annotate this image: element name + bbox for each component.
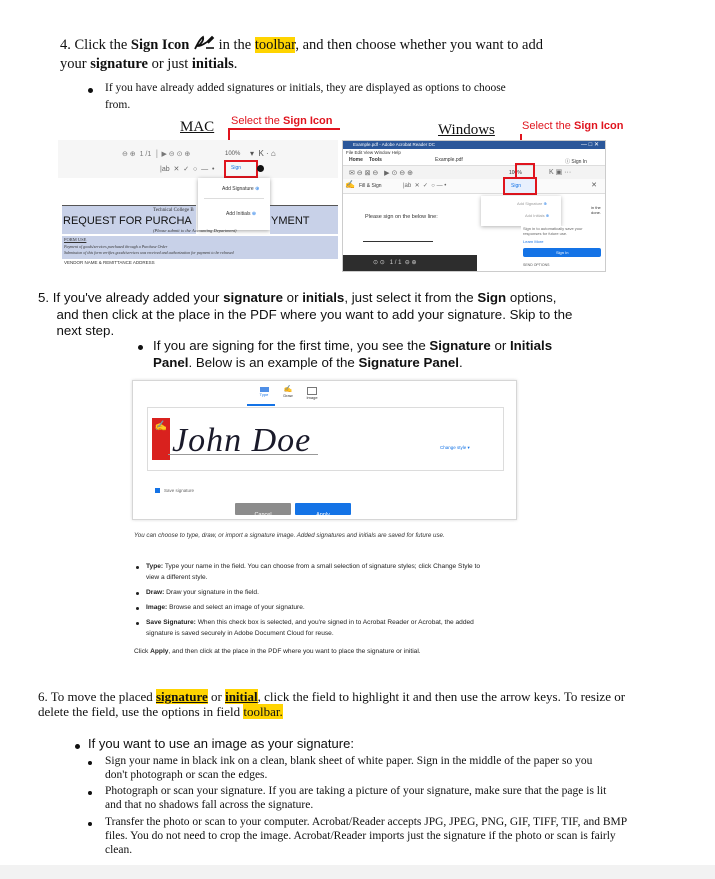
bullet-dot (136, 592, 139, 595)
windows-sign-button[interactable]: Sign (511, 183, 522, 189)
windows-sign-button-highlight[interactable] (503, 177, 537, 195)
draw-pen-icon: ✍ (283, 386, 293, 393)
windows-toolbar-icons[interactable]: ✉ ⊖ ⊠ ⊖ ▶ ⊙ ⊖ ⊕ (349, 170, 413, 177)
image-signature-intro: If you want to use an image as your signature: (88, 736, 354, 751)
step-4-text: 4. Click the Sign Icon in the toolbar, and then choose whether you want to add your signature or just initials. (60, 34, 680, 74)
windows-titlebar (343, 141, 605, 149)
mac-submit-note: (Please submit to the Accounting Department) (153, 228, 237, 233)
panel-item-save-signature: Save Signature: When this check box is selected, and you're signed in to Acrobat Reader or Acrobat, the added signature is saved securely in Adobe Document Cloud for reuse. (146, 619, 474, 637)
mac-label: MAC (180, 119, 215, 135)
step-5-bullet: If you are signing for the first time, you see the Signature or Initials Panel. Below is an example of the Signature Panel. (153, 338, 553, 370)
mac-color-dot[interactable] (257, 165, 264, 172)
close-icon[interactable]: ✕ (591, 182, 597, 189)
windows-sidepanel (521, 226, 605, 271)
windows-menubar[interactable]: File Edit View Window Help (346, 150, 401, 155)
fill-sign-label: Fill & Sign (359, 183, 382, 189)
mac-request-title: REQUEST FOR PURCHA (63, 215, 192, 227)
mac-toolbar-icons: ⊖ ⊕ 1 /1 │ ▶ ⊝ ⊙ ⊕ (122, 151, 191, 158)
tab-image[interactable]: Image (303, 387, 321, 400)
panel-item-type: Type: Type your name in the field. You can choose from a small selection of signature styles; click Change Style to view a different style. (146, 563, 481, 581)
plus-circle-icon: ⊕ (545, 213, 550, 218)
send-options[interactable]: SEND OPTIONS (523, 263, 550, 267)
bullet-dot (88, 88, 93, 93)
cancel-button[interactable]: Cancel (235, 503, 291, 515)
windows-page-nav (343, 255, 477, 271)
sign-pen-icon (193, 34, 215, 52)
bullet-dot (88, 761, 92, 765)
bullet-dot (136, 607, 139, 610)
plus-circle-icon: ⊕ (251, 211, 257, 217)
side-sign-in-button[interactable] (523, 248, 601, 257)
signature-text: John Doe (172, 422, 312, 459)
bullet-dot (88, 791, 92, 795)
mac-request-title: YMENT (271, 215, 310, 227)
mac-college: Technical College B (153, 208, 194, 213)
save-signature-checkbox[interactable] (155, 488, 160, 493)
step-4-bullet: If you have already added signatures or initials, they are displayed as options to choose from. (105, 82, 506, 111)
windows-label: Windows (438, 122, 495, 138)
windows-toolbar (343, 165, 605, 180)
mac-form-line: Payment of goods/services purchased through a Purchase Order (64, 244, 168, 249)
menu-divider (204, 198, 264, 199)
toolbar-highlight: toolbar (254, 37, 296, 53)
mac-sign-button-highlight[interactable] (224, 160, 258, 178)
tab-draw[interactable]: ✍ Draw (279, 385, 297, 398)
signature-field[interactable] (147, 407, 504, 471)
toolbar-highlight: toolbar. (243, 704, 283, 719)
mac-sign-menu (198, 178, 270, 230)
fill-tools-icons[interactable]: |ab ✕ ✓ ○ — • (403, 183, 447, 189)
window-controls-icon[interactable]: — □ ✕ (581, 142, 599, 148)
step-6-text: 6. To move the placed signature or initial, click the field to highlight it and then use the arrow keys. To resize or delete the field, use the options in field toolbar. (38, 689, 626, 719)
plus-circle-icon: ⊕ (255, 186, 260, 192)
click-apply-text: Click Apply, and then click at the place in the PDF where you want to place the signature or initial. (134, 648, 421, 655)
bullet-dot (136, 622, 139, 625)
plus-circle-icon: ⊕ (543, 201, 547, 206)
windows-title: Example.pdf - Adobe Acrobat Reader DC (353, 142, 436, 147)
image-step-2: Photograph or scan your signature. If you are taking a picture of your signature, make sure that the page is lit and that no shadows fall across the signature. (105, 785, 607, 811)
side-sign-in-label: Sign In (556, 250, 569, 255)
panel-item-draw: Draw: Draw your signature in the field. (146, 589, 259, 596)
mac-sign-button[interactable]: Sign (231, 165, 242, 171)
mac-form-use: FORM USE (64, 237, 87, 242)
mac-form-line: Submission of this form verifies goods/services was received and authorization for payment to be released (64, 250, 234, 255)
bullet-dot (75, 744, 80, 749)
change-style-link[interactable]: Change style ▾ (440, 445, 470, 450)
learn-more-link[interactable]: Learn More (523, 239, 544, 244)
tab-document[interactable]: Example.pdf (435, 157, 463, 163)
signature-line (363, 241, 433, 242)
mac-add-signature[interactable]: Add Signature ⊕ (222, 186, 260, 192)
bullet-dot (136, 566, 139, 569)
page-bottom-edge (0, 865, 715, 879)
sign-in-link[interactable]: ⓘ Sign In (565, 159, 587, 165)
windows-add-initials[interactable]: Add Initials ⊕ (525, 213, 550, 218)
image-icon (307, 387, 317, 395)
panel-caption: You can choose to type, draw, or import a signature image. Added signatures and initials are saved for future use. (134, 532, 445, 539)
tab-type[interactable]: Type (255, 387, 273, 397)
panel-item-image: Image: Browse and select an image of your signature. (146, 604, 305, 611)
page-nav-icons[interactable]: ⊙ ⊙ 1 / 1 ⊖ ⊕ (373, 260, 417, 266)
mac-callout-line (228, 128, 340, 130)
tab-tools[interactable]: Tools (369, 157, 382, 163)
windows-callout: Select the Sign Icon (522, 120, 624, 132)
mac-fill-tools: |ab ✕ ✓ ○ — • (160, 166, 215, 173)
mac-vendor: VENDOR NAME & REMITTANCE ADDRESS (64, 260, 155, 265)
windows-more-icon[interactable]: K ▣ ··· (549, 169, 572, 176)
windows-sign-menu (481, 196, 561, 226)
step-5-text: 5. If you've already added your signature or initials, just select it from the Sign options, and then click at the place in the PDF where you want to add your signature. Skip to the next step. (38, 290, 573, 338)
tab-home[interactable]: Home (349, 157, 363, 163)
windows-add-signature[interactable]: Add Signature ⊕ (517, 201, 547, 206)
image-step-1: Sign your name in black ink on a clean, blank sheet of white paper. Sign in the middle of the paper so you don't photograph or scan the edges. (105, 755, 593, 781)
side-panel-text: Sign in to automatically save your responses for future use. (523, 226, 583, 236)
save-signature-label: Save signature (164, 488, 195, 493)
adobe-sign-flag-icon: ✍ (152, 418, 170, 460)
mac-add-initials[interactable]: Add Initials ⊕ (226, 211, 257, 217)
windows-zoom-highlight (515, 163, 535, 179)
bullet-dot (88, 822, 92, 826)
side-done-text: in the done. (591, 205, 602, 215)
active-tab-underline (247, 404, 275, 406)
mac-toolbar-right-icons: ▾ K · ⌂ (250, 149, 276, 158)
mac-screenshot (58, 140, 338, 265)
windows-screenshot (342, 140, 606, 272)
mac-callout: Select the Sign Icon (231, 115, 333, 127)
signature-panel (132, 380, 517, 520)
mac-zoom: 100% (225, 151, 241, 157)
windows-zoom[interactable]: 100% (509, 170, 522, 176)
apply-button[interactable]: Apply (295, 503, 351, 515)
fill-sign-bar (343, 179, 605, 194)
bullet-dot (138, 345, 143, 350)
fill-sign-icon: ✍ (345, 180, 355, 189)
windows-doc-text: Please sign on the below line: (365, 214, 438, 220)
image-step-3: Transfer the photo or scan to your computer. Acrobat/Reader accepts JPG, JPEG, PNG, GIF, TIFF, TIF, and BMP files. You do not need to crop the image. Acrobat/Reader imports just the signature if the photo or scan is fairly clean. (105, 816, 628, 856)
